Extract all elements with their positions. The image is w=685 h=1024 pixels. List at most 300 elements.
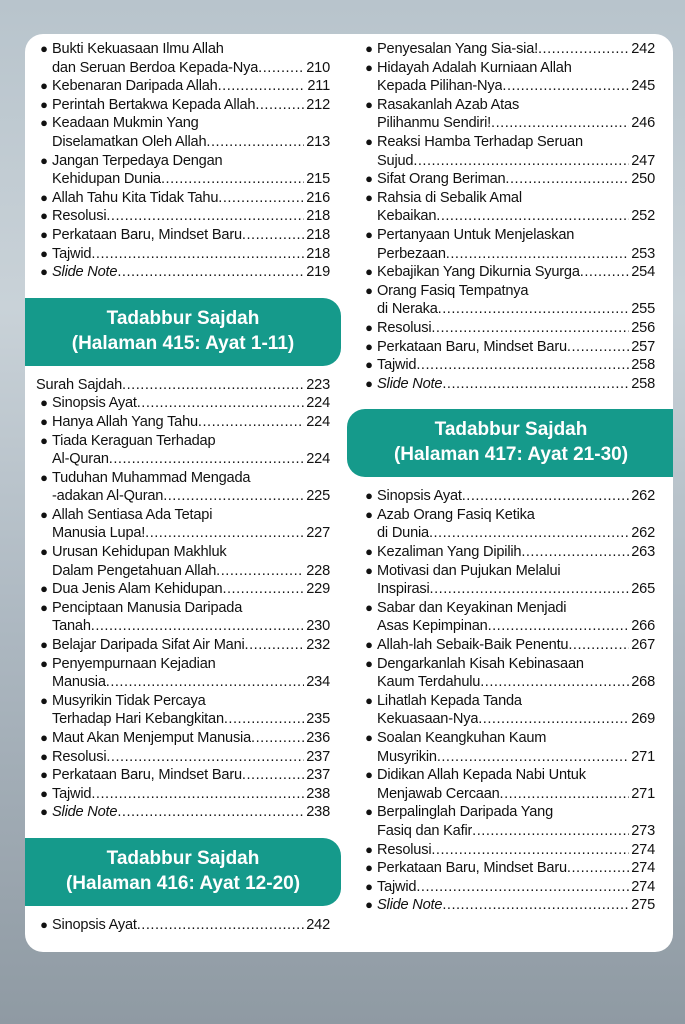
dot-leader — [480, 673, 629, 692]
page-number: 238 — [306, 804, 330, 821]
toc-list — [361, 40, 655, 393]
toc-list — [36, 40, 330, 282]
page-number: 246 — [631, 115, 655, 132]
page-number: 274 — [631, 860, 655, 877]
page-number: 224 — [306, 395, 330, 412]
entry-title-line — [52, 562, 330, 581]
toc-entry — [36, 636, 330, 655]
bullet-icon: ● — [365, 860, 373, 876]
toc-entry — [36, 207, 330, 226]
bullet-icon: ● — [40, 748, 48, 764]
bullet-icon: ● — [40, 78, 48, 94]
page-number: 224 — [306, 451, 330, 468]
entry-title: Surah Sajdah — [36, 376, 123, 393]
entry-title: Rahsia di Sebalik Amal — [377, 189, 522, 206]
section-subtitle: (Halaman 415: Ayat 1-11) — [71, 332, 295, 354]
page-number: 237 — [306, 767, 330, 784]
page-number: 216 — [306, 189, 330, 206]
dot-leader — [446, 245, 629, 264]
entry-title-line — [377, 114, 655, 133]
entry-title-line — [52, 916, 330, 935]
entry-title-line — [52, 785, 330, 804]
toc-entry — [36, 469, 330, 506]
toc-entry — [361, 766, 655, 803]
entry-title-line — [377, 580, 655, 599]
dot-leader — [505, 170, 629, 189]
bullet-icon: ● — [40, 208, 48, 224]
entry-title-line — [52, 673, 330, 692]
page-number: 271 — [631, 748, 655, 765]
entry-title-line — [377, 263, 655, 282]
entry-title: Menjawab Cercaan — [377, 785, 500, 802]
entry-title-line — [377, 748, 655, 767]
entry-title: Berpalinglah Daripada Yang — [377, 804, 554, 821]
bullet-icon: ● — [365, 692, 373, 708]
toc-entry — [36, 785, 330, 804]
dot-leader — [137, 394, 305, 413]
bullet-icon: ● — [40, 152, 48, 168]
dot-leader — [218, 189, 304, 208]
bullet-icon: ● — [40, 264, 48, 280]
dot-leader — [436, 207, 629, 226]
page-number: 252 — [631, 208, 655, 225]
dot-leader — [106, 748, 304, 767]
toc-entry — [361, 263, 655, 282]
bullet-icon: ● — [365, 841, 373, 857]
bullet-icon: ● — [40, 226, 48, 242]
entry-title-line — [377, 319, 655, 338]
toc-entry — [361, 338, 655, 357]
entry-title-line — [377, 822, 655, 841]
entry-title-line — [52, 263, 330, 282]
bullet-icon: ● — [40, 916, 48, 932]
entry-title-line — [36, 376, 330, 395]
page-number: 267 — [631, 637, 655, 654]
toc-entry — [36, 748, 330, 767]
entry-title: Kebaikan — [377, 208, 437, 225]
toc-entry — [361, 878, 655, 897]
entry-title: Allah-lah Sebaik-Baik Penentu — [377, 637, 569, 654]
entry-title-line — [377, 245, 655, 264]
bullet-icon: ● — [365, 375, 373, 391]
toc-entry — [36, 432, 330, 469]
section-subtitle: (Halaman 416: Ayat 12-20) — [65, 872, 301, 894]
entry-title: Sabar dan Keyakinan Menjadi — [377, 599, 567, 616]
toc-entry — [36, 226, 330, 245]
entry-title: Dengarkanlah Kisah Kebinasaan — [377, 655, 584, 672]
entry-title: Kebenaran Daripada Allah — [52, 78, 218, 95]
dot-leader — [218, 77, 306, 96]
toc-list — [361, 487, 655, 915]
entry-title: Perkataan Baru, Mindset Baru — [377, 860, 567, 877]
entry-title: Tiada Keraguan Terhadap — [52, 432, 216, 449]
toc-entry — [361, 803, 655, 840]
toc-entry — [36, 766, 330, 785]
entry-title-line — [52, 59, 330, 78]
entry-title: Sujud — [377, 152, 414, 169]
page-number: 275 — [631, 897, 655, 914]
page-number: 212 — [306, 96, 330, 113]
entry-title: Kezaliman Yang Dipilih — [377, 544, 522, 561]
dot-leader — [437, 748, 629, 767]
bullet-icon: ● — [365, 562, 373, 578]
bullet-icon: ● — [365, 338, 373, 354]
toc-entry — [36, 40, 330, 77]
entry-title: Slide Note — [377, 375, 443, 392]
bullet-icon: ● — [40, 413, 48, 429]
dot-leader — [438, 300, 630, 319]
entry-title-line — [52, 226, 330, 245]
toc-entry — [361, 319, 655, 338]
entry-title: Kebajikan Yang Dikurnia Syurga — [377, 264, 580, 281]
page-number: 236 — [306, 730, 330, 746]
toc-entry — [361, 841, 655, 860]
entry-title-line — [377, 152, 655, 171]
toc-entry — [361, 599, 655, 636]
entry-title: Rasakanlah Azab Atas — [377, 96, 520, 113]
entry-title-line — [52, 487, 330, 506]
page-number: 263 — [631, 544, 655, 561]
entry-title: Kepada Pilihan-Nya — [377, 78, 503, 95]
entry-title: Maut Akan Menjemput Manusia — [52, 730, 252, 746]
entry-title: Musyrikin Tidak Percaya — [52, 692, 206, 709]
dot-leader — [478, 710, 629, 729]
entry-title: Tajwid — [377, 357, 417, 374]
dot-leader — [491, 114, 629, 133]
entry-title: Jangan Terpedaya Dengan — [52, 152, 223, 169]
page-number: 235 — [306, 711, 330, 728]
entry-title-line — [377, 859, 655, 878]
toc-list — [36, 376, 330, 822]
entry-title-line — [52, 245, 330, 264]
entry-title: Dua Jenis Alam Kehidupan — [52, 581, 223, 598]
bullet-icon: ● — [40, 544, 48, 560]
bullet-icon: ● — [365, 804, 373, 820]
bullet-icon: ● — [365, 878, 373, 894]
bullet-icon: ● — [365, 264, 373, 280]
page-number: 266 — [631, 618, 655, 635]
dot-leader — [538, 40, 629, 59]
section-title: Tadabbur Sajdah — [106, 847, 260, 869]
bullet-icon: ● — [365, 897, 373, 913]
page-number: 257 — [631, 338, 655, 355]
bullet-icon: ● — [365, 730, 373, 745]
toc-list — [36, 916, 330, 935]
entry-title: Perbezaan — [377, 245, 446, 262]
entry-title: Resolusi — [377, 319, 432, 336]
dot-leader — [145, 524, 304, 543]
page-number: 268 — [631, 674, 655, 691]
dot-leader — [117, 263, 304, 282]
section-title: Tadabbur Sajdah — [106, 307, 260, 329]
page-number: 273 — [631, 822, 655, 839]
section-subtitle: (Halaman 417: Ayat 21-30) — [393, 444, 629, 466]
entry-title: Urusan Kehidupan Makhluk — [52, 544, 227, 561]
section-banner — [25, 298, 341, 366]
toc-entry — [361, 226, 655, 263]
bullet-icon: ● — [40, 115, 48, 131]
page-number: 269 — [631, 711, 655, 728]
entry-title: Motivasi dan Pujukan Melalui — [377, 562, 561, 579]
toc-entry — [361, 896, 655, 915]
entry-title: Penyesalan Yang Sia-sia! — [377, 41, 538, 57]
entry-title: Sinopsis Ayat — [52, 395, 137, 412]
page-number: 210 — [306, 59, 330, 76]
entry-title: Dalam Pengetahuan Allah — [52, 562, 217, 579]
bullet-icon: ● — [40, 730, 48, 745]
bullet-icon: ● — [40, 655, 48, 671]
entry-title-line — [52, 580, 330, 599]
entry-title: Tajwid — [377, 878, 417, 895]
bullet-icon: ● — [365, 637, 373, 653]
entry-title: Resolusi — [52, 748, 107, 765]
entry-title: Sifat Orang Beriman — [377, 171, 506, 188]
dot-leader — [442, 375, 629, 394]
page-number: 255 — [631, 301, 655, 318]
page-number: 232 — [306, 637, 330, 654]
toc-entry — [36, 413, 330, 432]
entry-title: Orang Fasiq Tempatnya — [377, 282, 529, 299]
dot-leader — [91, 617, 304, 636]
toc-entry — [361, 506, 655, 543]
entry-title-line — [52, 803, 330, 822]
entry-title: Sinopsis Ayat — [52, 916, 137, 933]
entry-title: Manusia — [52, 674, 106, 691]
page-number: 262 — [631, 488, 655, 505]
dot-leader — [430, 580, 630, 599]
bullet-icon: ● — [365, 488, 373, 504]
entry-title: Resolusi — [377, 841, 432, 858]
bullet-icon: ● — [365, 655, 373, 671]
toc-entry — [36, 803, 330, 822]
entry-title-line — [377, 543, 655, 562]
bullet-icon: ● — [40, 692, 48, 708]
dot-leader — [521, 543, 629, 562]
dot-leader — [416, 878, 629, 897]
toc-entry — [361, 282, 655, 319]
page-number: 237 — [306, 748, 330, 765]
dot-leader — [502, 77, 629, 96]
page-number: 218 — [306, 226, 330, 243]
entry-title: Kehidupan Dunia — [52, 171, 161, 188]
toc-entry — [361, 692, 655, 729]
toc-entry — [36, 394, 330, 413]
entry-title: Hidayah Adalah Kurniaan Allah — [377, 59, 572, 76]
entry-title: Terhadap Hari Kebangkitan — [52, 711, 224, 728]
entry-title-line — [377, 878, 655, 897]
dot-leader — [255, 96, 304, 115]
entry-title: Soalan Keangkuhan Kaum — [377, 730, 547, 746]
entry-title: Fasiq dan Kafir — [377, 822, 473, 839]
entry-title-line — [52, 96, 330, 115]
page-number: 250 — [631, 171, 655, 188]
entry-title-line — [52, 77, 330, 96]
entry-title: Tuduhan Muhammad Mengada — [52, 469, 251, 486]
entry-title-line — [52, 170, 330, 189]
toc-right-column — [361, 40, 655, 915]
entry-title-line — [52, 450, 330, 469]
page-number: 254 — [631, 264, 655, 281]
page-number: 229 — [306, 581, 330, 598]
toc-entry — [36, 376, 330, 395]
dot-leader — [106, 673, 304, 692]
dot-leader — [161, 170, 304, 189]
toc-entry — [36, 692, 330, 729]
entry-title-line — [377, 896, 655, 915]
page-number: 262 — [631, 525, 655, 542]
toc-entry — [36, 96, 330, 115]
page-number: 242 — [306, 916, 330, 933]
bullet-icon: ● — [365, 133, 373, 149]
entry-title: Bukti Kekuasaan Ilmu Allah — [52, 41, 224, 57]
entry-title: Slide Note — [52, 264, 118, 281]
bullet-icon: ● — [365, 96, 373, 112]
bullet-icon: ● — [40, 785, 48, 801]
page-number: 215 — [306, 171, 330, 188]
bullet-icon: ● — [365, 59, 373, 75]
entry-title: Tanah — [52, 618, 91, 635]
entry-title: Kaum Terdahulu — [377, 674, 481, 691]
entry-title-line — [52, 766, 330, 785]
toc-entry — [36, 189, 330, 208]
dot-leader — [242, 766, 304, 785]
toc-card — [25, 34, 673, 952]
entry-title: Allah Sentiasa Ada Tetapi — [52, 506, 213, 523]
entry-title: Pertanyaan Untuk Menjelaskan — [377, 226, 575, 243]
toc-entry — [361, 487, 655, 506]
bullet-icon: ● — [40, 245, 48, 261]
dot-leader — [472, 822, 629, 841]
dot-leader — [245, 636, 305, 655]
toc-entry — [361, 655, 655, 692]
entry-title: Tajwid — [52, 245, 92, 262]
entry-title: di Neraka — [377, 301, 438, 318]
page-number: 238 — [306, 785, 330, 802]
entry-title-line — [377, 40, 655, 59]
section-banner — [347, 409, 673, 477]
entry-title-line — [377, 673, 655, 692]
entry-title-line — [377, 300, 655, 319]
page-number: 227 — [306, 525, 330, 542]
entry-title-line — [377, 170, 655, 189]
bullet-icon: ● — [365, 189, 373, 205]
bullet-icon: ● — [40, 189, 48, 205]
entry-title: Perintah Bertakwa Kepada Allah — [52, 96, 256, 113]
toc-entry — [36, 263, 330, 282]
bullet-icon: ● — [40, 599, 48, 615]
entry-title: Slide Note — [377, 897, 443, 914]
entry-title-line — [52, 617, 330, 636]
entry-title: Al-Quran — [52, 451, 109, 468]
entry-title: Allah Tahu Kita Tidak Tahu — [52, 189, 219, 206]
dot-leader — [429, 524, 629, 543]
bullet-icon: ● — [365, 506, 373, 522]
page-number: 223 — [306, 376, 330, 393]
dot-leader — [122, 376, 304, 395]
entry-title: Penciptaan Manusia Daripada — [52, 599, 243, 616]
bullet-icon: ● — [40, 469, 48, 485]
dot-leader — [242, 226, 304, 245]
page-number: 218 — [306, 245, 330, 262]
entry-title-line — [52, 729, 330, 748]
page-number: 271 — [631, 785, 655, 802]
entry-title: Didikan Allah Kepada Nabi Untuk — [377, 767, 586, 784]
bullet-icon: ● — [365, 357, 373, 373]
toc-entry — [361, 133, 655, 170]
toc-entry — [36, 245, 330, 264]
dot-leader — [251, 729, 304, 748]
entry-title: Penyempurnaan Kejadian — [52, 655, 216, 672]
entry-title-line — [377, 77, 655, 96]
dot-leader — [462, 487, 630, 506]
entry-title: Perkataan Baru, Mindset Baru — [52, 767, 242, 784]
entry-title-line — [377, 636, 655, 655]
page-number: 242 — [631, 41, 655, 57]
page-number: 218 — [306, 208, 330, 225]
dot-leader — [431, 841, 629, 860]
dot-leader — [567, 338, 629, 357]
toc-entry — [361, 729, 655, 766]
toc-entry — [361, 59, 655, 96]
bullet-icon: ● — [365, 171, 373, 187]
page-number: 274 — [631, 878, 655, 895]
dot-leader — [222, 580, 304, 599]
toc-entry — [36, 599, 330, 636]
bullet-icon: ● — [40, 581, 48, 597]
entry-title-line — [377, 785, 655, 804]
dot-leader — [500, 785, 630, 804]
toc-entry — [36, 655, 330, 692]
page-number: 219 — [306, 264, 330, 281]
bullet-icon: ● — [40, 767, 48, 783]
toc-entry — [361, 356, 655, 375]
entry-title: Diselamatkan Oleh Allah — [52, 133, 207, 150]
entry-title: Reaksi Hamba Terhadap Seruan — [377, 133, 583, 150]
entry-title: Hanya Allah Yang Tahu — [52, 413, 198, 430]
dot-leader — [442, 896, 629, 915]
page-number: 245 — [631, 78, 655, 95]
toc-left-column — [36, 40, 330, 935]
entry-title: Perkataan Baru, Mindset Baru — [52, 226, 242, 243]
bullet-icon: ● — [365, 226, 373, 242]
bullet-icon: ● — [40, 96, 48, 112]
entry-title-line — [52, 524, 330, 543]
bullet-icon: ● — [40, 804, 48, 820]
entry-title-line — [52, 748, 330, 767]
section-title: Tadabbur Sajdah — [434, 419, 588, 441]
entry-title-line — [377, 375, 655, 394]
entry-title: Sinopsis Ayat — [377, 488, 462, 505]
entry-title-line — [52, 394, 330, 413]
toc-entry — [36, 729, 330, 748]
dot-leader — [488, 617, 630, 636]
toc-entry — [36, 916, 330, 935]
bullet-icon: ● — [365, 41, 373, 56]
toc-entry — [361, 859, 655, 878]
dot-leader — [137, 916, 305, 935]
page-number: 225 — [306, 488, 330, 505]
dot-leader — [91, 245, 304, 264]
dot-leader — [258, 59, 304, 78]
bullet-icon: ● — [40, 432, 48, 448]
entry-title: Musyrikin — [377, 748, 437, 765]
entry-title-line — [52, 636, 330, 655]
toc-entry — [36, 543, 330, 580]
entry-title-line — [377, 356, 655, 375]
dot-leader — [413, 152, 629, 171]
page-number: 228 — [306, 562, 330, 579]
entry-title: Perkataan Baru, Mindset Baru — [377, 338, 567, 355]
